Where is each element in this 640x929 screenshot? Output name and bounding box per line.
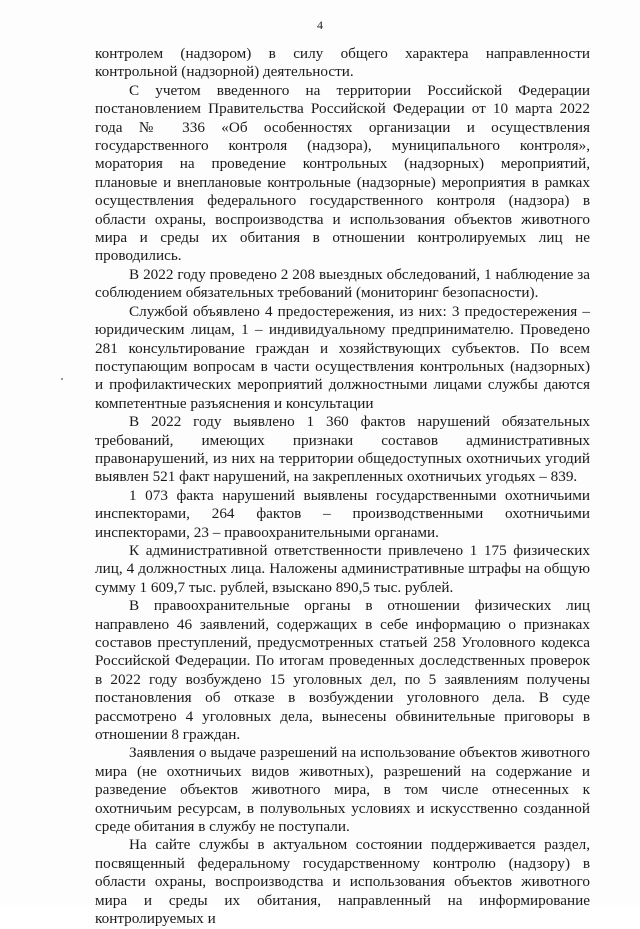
paragraph-inspectors: 1 073 факта нарушений выявлены государственными охотничьими инспекторами, 264 фактов – производственными охотничьими инспекторами, 23 – правоохранительными органами. (95, 486, 590, 541)
paragraph-inspections: В 2022 году проведено 2 208 выездных обследований, 1 наблюдение за соблюдением обязательных требований (мониторинг безопасности). (95, 265, 590, 302)
paragraph-continuation: контролем (надзором) в силу общего характера направленности контрольной (надзорной) деятельности. (95, 45, 590, 81)
paragraph-permits: Заявления о выдаче разрешений на использование объектов животного мира (не охотничьих видов животных), разрешений на содержание и разведение объектов животного мира, в том числе отнесенных к охотничьим ресурсам, в полувольных условиях и искусственно созданной среде обитания в службу не поступали. (95, 744, 590, 836)
paragraph-fines: К административной ответственности привлечено 1 175 физических лиц, 4 должностных лица. Наложены административные штрафы на общую сумму 1 609,7 тыс. рублей, взыскано 890,5 тыс. рублей. (95, 541, 590, 596)
paragraph-warnings: Службой объявлено 4 предостережения, из них: 3 предостережения – юридическим лицам, 1 – индивидуальному предпринимателю. Проведено 281 консультирование граждан и хозяйствующих субъектов. По всем поступающим вопросам в части осуществления контрольных (надзорных) и профилактических мероприятий должностными лицами службы даются компетентные разъяснения и консультации (95, 302, 590, 412)
paragraph-violations: В 2022 году выявлено 1 360 фактов нарушений обязательных требований, имеющих признаки составов административных правонарушений, из них на территории общедоступных охотничьих угодий выявлен 521 факт нарушений, на закрепленных охотничьих угодьях – 839. (95, 413, 590, 486)
paragraph-criminal-cases: В правоохранительные органы в отношении физических лиц направлено 46 заявлений, содержащих в себе информацию о признаках составов преступлений, предусмотренных статьей 258 Уголовного кодекса Российской Федерации. По итогам проведенных доследственных проверок в 2022 году возбуждено 15 уголовных дел, по 5 заявлениям получены постановления об отказе в возбуждении уголовного дела. В суде рассмотрено 4 уголовных дела, вынесены обвинительные приговоры в отношении 8 граждан. (95, 597, 590, 744)
paragraph-website: На сайте службы в актуальном состоянии поддерживается раздел, посвященный федеральному государственному контролю (надзору) в области охраны, воспроизводства и использования объектов животного мира и среды их обитания, направленный на информирование контролируемых и (95, 836, 590, 928)
document-body (95, 45, 590, 929)
page-number: 4 (317, 18, 323, 32)
paragraph-moratorium: С учетом введенного на территории Российской Федерации постановлением Правительства Российской Федерации от 10 марта 2022 года № 336 «Об особенностях организации и осуществления государственного контроля (надзора), муниципального контроля», моратория на проведение контрольных (надзорных) мероприятий, плановые и внеплановые контрольные (надзорные) мероприятия в рамках осуществления федерального государственного контроля (надзора) в области охраны, воспроизводства и использования объектов животного мира и среды их обитания в отношении контролируемых лиц не проводились. (95, 81, 590, 265)
scan-artifact-dot (61, 378, 63, 380)
